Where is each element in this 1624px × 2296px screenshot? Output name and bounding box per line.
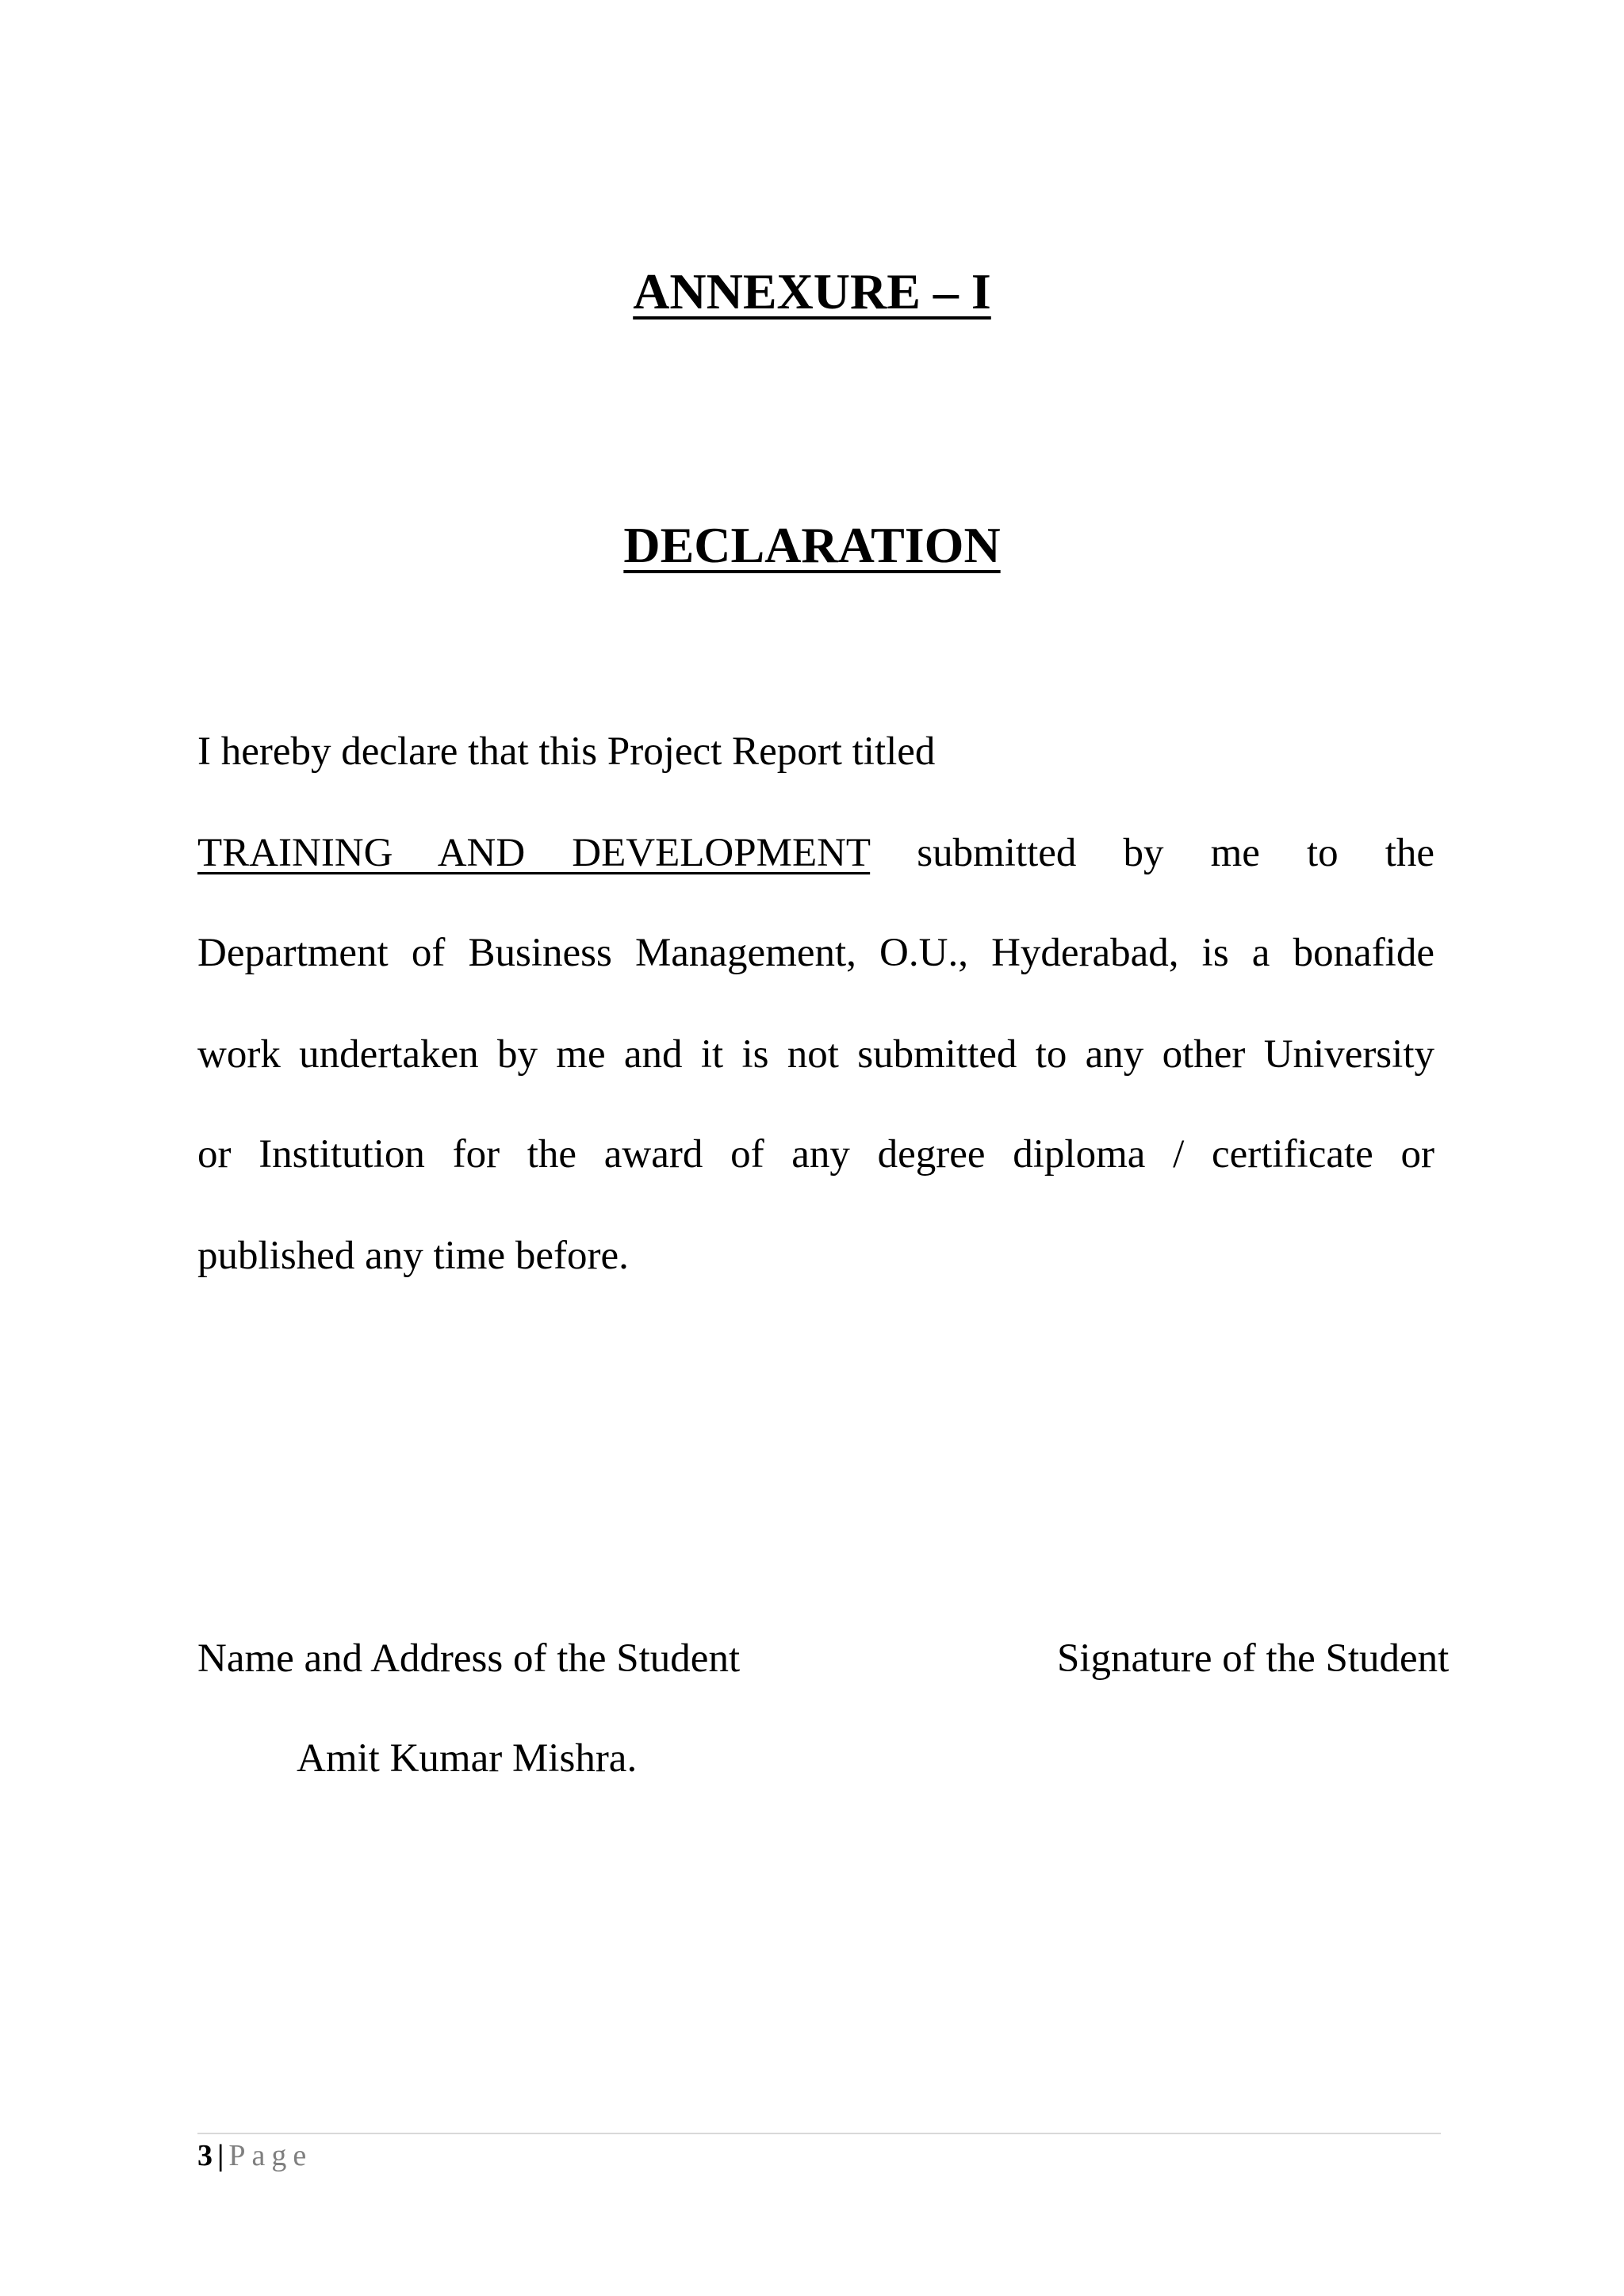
declaration-line-3: Department of Business Management, O.U., Hyderabad, is a bonafide	[197, 931, 1434, 975]
page-word: Page	[228, 2139, 313, 2172]
declaration-line-1: I hereby declare that this Project Report titled	[197, 729, 936, 774]
declaration-heading: DECLARATION	[623, 517, 1001, 573]
name-address-label: Name and Address of the Student	[197, 1636, 741, 1681]
student-name: Amit Kumar Mishra.	[297, 1736, 638, 1781]
declaration-line-6: published any time before.	[197, 1234, 629, 1278]
page-number: 3	[197, 2139, 213, 2172]
page-footer	[197, 2137, 312, 2175]
signature-label: Signature of the Student	[1057, 1636, 1450, 1681]
footer-divider	[197, 2133, 1441, 2134]
project-title: TRAINING AND DEVELOPMENT	[197, 831, 871, 875]
declaration-line-2-rest: submitted by me to the	[917, 831, 1434, 875]
declaration-line-4: work undertaken by me and it is not submitted to any other University	[197, 1032, 1434, 1077]
annexure-heading: ANNEXURE – I	[633, 263, 991, 320]
footer-separator: |	[217, 2139, 224, 2172]
declaration-line-2	[197, 828, 1434, 878]
declaration-line-5: or Institution for the award of any degree diploma / certificate or	[197, 1132, 1434, 1177]
